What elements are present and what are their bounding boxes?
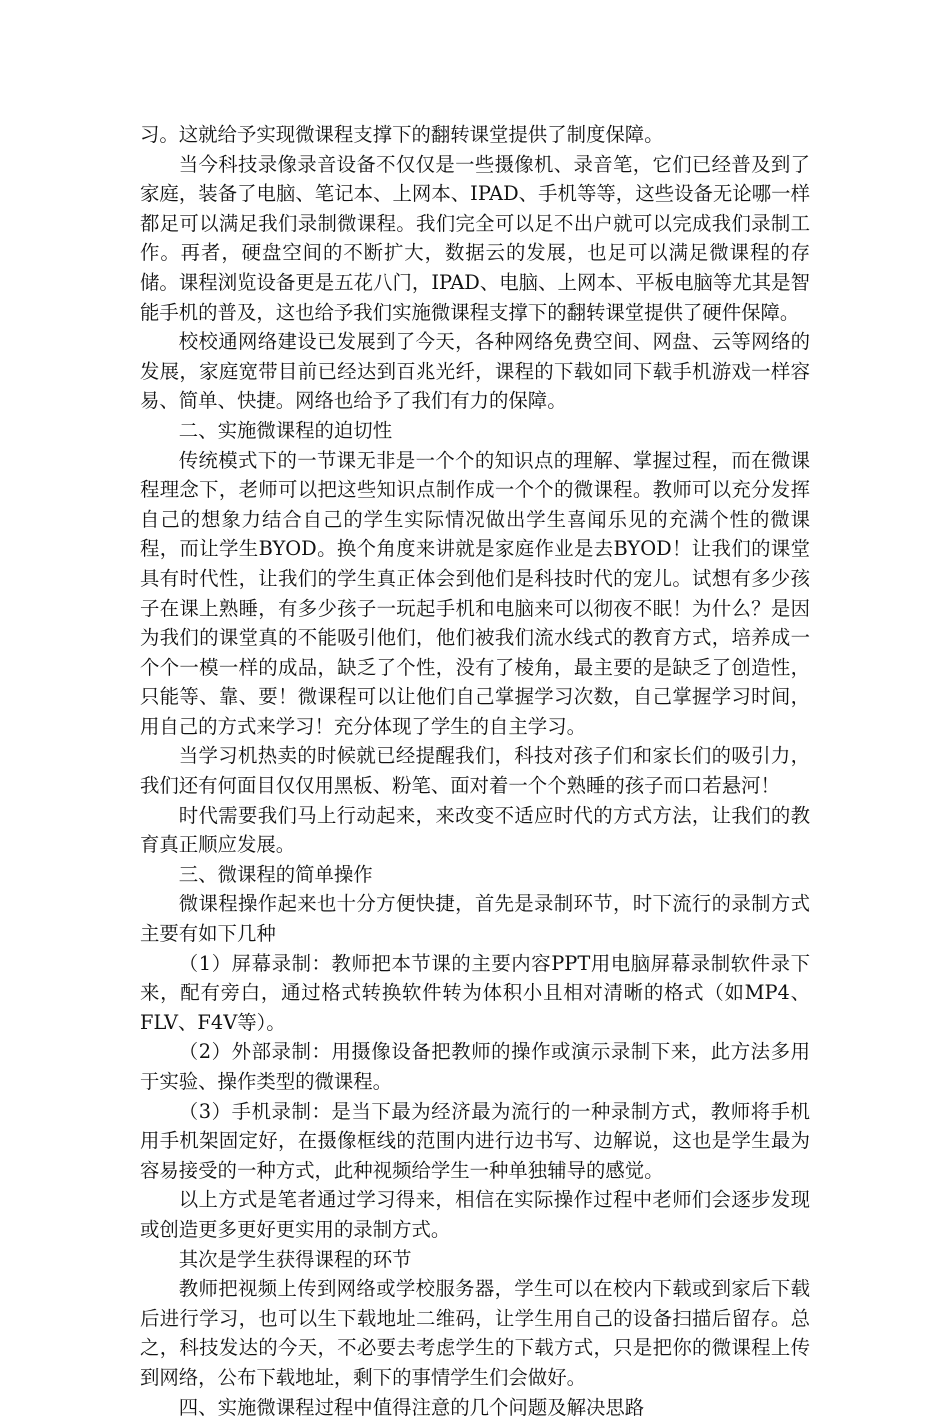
paragraph-upload-download: 教师把视频上传到网络或学校服务器，学生可以在校内下载或到家后下载后进行学习，也可以生下载地址二维码，让学生用自己的设备扫描后留存。总之，科技发达的今天，不必要去考虑学生的下载方式，只是把你的微课程上传到网络，公布下载地址，剩下的事情学生们会做好。 <box>140 1277 810 1389</box>
paragraph-learning-machine: 当学习机热卖的时候就已经提醒我们，科技对孩子们和家长们的吸引力，我们还有何面目仅仅用黑板、粉笔、面对着一个个熟睡的孩子而口若悬河！ <box>140 744 810 798</box>
section-heading-3: 三、微课程的简单操作 <box>178 862 373 886</box>
paragraph-traditional-mode: 传统模式下的一节课无非是一个个的知识点的理解、掌握过程，而在微课程理念下，老师可以把这些知识点制作成一个个的微课程。教师可以充分发挥自己的想象力结合自己的学生实际情况做出学生喜闻乐见的充满个性的微课程，而让学生BYOD。换个角度来讲就是家庭作业是去BYOD！让我们的课堂具有时代性，让我们的学生真正体会到他们是科技时代的宠儿。试想有多少孩子在课上熟睡，有多少孩子一玩起手机和电脑来可以彻夜不眠！为什么？是因为我们的课堂真的不能吸引他们，他们被我们流水线式的教育方式，培养成一个个一模一样的成品，缺乏了个性，没有了棱角，最主要的是缺乏了创造性，只能等、靠、要！微课程可以让他们自己掌握学习次数，自己掌握学习时间，用自己的方式来学习！充分体现了学生的自主学习。 <box>140 448 810 738</box>
document-page <box>140 120 810 1422</box>
subheading-obtaining-courses: 其次是学生获得课程的环节 <box>178 1247 412 1271</box>
paragraph-continuation: 习。这就给予实现微课程支撑下的翻转课堂提供了制度保障。 <box>140 123 664 146</box>
list-item-external-recording: （2）外部录制：用摄像设备把教师的操作或演示录制下来，此方法多用于实验、操作类型的微课程。 <box>140 1040 810 1093</box>
paragraph-hardware: 当今科技录像录音设备不仅仅是一些摄像机、录音笔，它们已经普及到了家庭，装备了电脑、笔记本、上网本、IPAD、手机等等，这些设备无论哪一样都足可以满足我们录制微课程。我们完全可以足不出户就可以完成我们录制工作。再者，硬盘空间的不断扩大，数据云的发展，也足可以满足微课程的存储。课程浏览设备更是五花八门，IPAD、电脑、上网本、平板电脑等尤其是智能手机的普及，这也给予我们实施微课程支撑下的翻转课堂提供了硬件保障。 <box>140 152 810 324</box>
section-heading-2: 二、实施微课程的迫切性 <box>178 418 393 442</box>
list-item-screen-recording: （1）屏幕录制：教师把本节课的主要内容PPT用电脑屏幕录制软件录下来，配有旁白，通过格式转换软件转为体积小且相对清晰的格式（如MP4、FLV、F4V等）。 <box>140 951 810 1034</box>
paragraph-network: 校校通网络建设已发展到了今天，各种网络免费空间、网盘、云等网络的发展，家庭宽带目前已经达到百兆光纤，课程的下载如同下载手机游戏一样容易、简单、快捷。网络也给予了我们有力的保障。 <box>140 330 810 413</box>
paragraph-operation-intro: 微课程操作起来也十分方便快捷，首先是录制环节，时下流行的录制方式主要有如下几种 <box>140 892 810 946</box>
paragraph-act-now: 时代需要我们马上行动起来，来改变不适应时代的方式方法，让我们的教育真正顺应发展。 <box>140 803 810 857</box>
section-heading-4: 四、实施微课程过程中值得注意的几个问题及解决思路 <box>178 1395 645 1419</box>
paragraph-methods-summary: 以上方式是笔者通过学习得来，相信在实际操作过程中老师们会逐步发现或创造更多更好更实用的录制方式。 <box>140 1188 810 1241</box>
list-item-phone-recording: （3）手机录制：是当下最为经济最为流行的一种录制方式，教师将手机用手机架固定好，在摄像框线的范围内进行边书写、边解说，这也是学生最为容易接受的一种方式，此种视频给学生一种单独辅导的感觉。 <box>140 1099 810 1182</box>
